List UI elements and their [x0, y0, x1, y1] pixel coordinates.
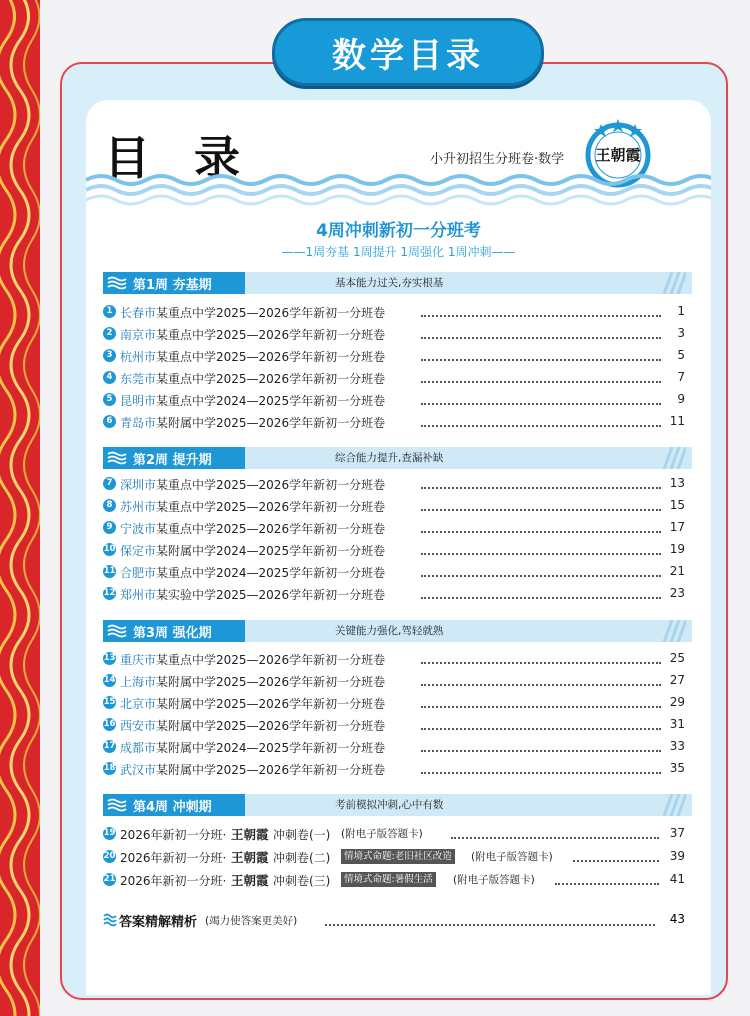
- stripes-decoration: [662, 620, 686, 642]
- leader-dots: [421, 563, 661, 577]
- entry-page: 37: [669, 826, 685, 840]
- entry-page: 15: [669, 498, 685, 512]
- entry-title: 某附属中学2025—2026学年新初一分班卷: [156, 697, 386, 711]
- entry-suffix: 冲刺卷(二): [273, 851, 331, 865]
- toc-entry-20[interactable]: [103, 847, 692, 867]
- answers-label: 答案精解精析: [119, 915, 198, 930]
- entry-number-badge: 15: [103, 697, 116, 707]
- entry-number-badge: 10: [103, 544, 116, 554]
- entry-number-badge: 21: [103, 874, 116, 884]
- week-desc: 关键能力强化,驾轻就熟: [335, 625, 444, 637]
- entry-title: 某附属中学2024—2025学年新初一分班卷: [156, 741, 386, 755]
- waves-icon: [107, 624, 127, 638]
- leader-dots: [421, 650, 661, 664]
- intro-heading: 4周冲刺新初一分班考: [316, 221, 481, 241]
- toc-entry-9[interactable]: [103, 518, 692, 538]
- week-desc: 综合能力提升,查漏补缺: [335, 452, 444, 464]
- entry-title: 某重点中学2024—2025学年新初一分班卷: [156, 394, 386, 408]
- entry-number-badge: 3: [103, 349, 116, 362]
- week-header-3: [103, 620, 692, 642]
- entry-title: 某附属中学2025—2026学年新初一分班卷: [156, 719, 386, 733]
- scenario-tag: 情境式命题:暑假生活: [341, 872, 436, 887]
- entry-page: 31: [669, 717, 685, 731]
- decorative-waves: [86, 170, 711, 206]
- entry-number-badge: 6: [103, 415, 116, 428]
- entry-note: (附电子版答题卡): [453, 874, 535, 886]
- entry-page: 27: [669, 673, 685, 687]
- leader-dots: [421, 391, 661, 405]
- entry-suffix: 冲刺卷(一): [273, 828, 331, 842]
- entry-title: 某重点中学2025—2026学年新初一分班卷: [156, 500, 386, 514]
- toc-entry-2[interactable]: [103, 324, 692, 344]
- entry-number-badge: 11: [103, 566, 116, 576]
- toc-entry-6[interactable]: [103, 412, 692, 432]
- entry-prefix: 2026年新初一分班·: [120, 874, 227, 888]
- entry-title: 某附属中学2025—2026学年新初一分班卷: [156, 675, 386, 689]
- toc-entry-7[interactable]: [103, 474, 692, 494]
- entry-city: 武汉市: [120, 763, 157, 777]
- leader-dots: [421, 760, 661, 774]
- entry-city: 南京市: [120, 328, 157, 342]
- entry-city: 苏州市: [120, 500, 157, 514]
- entry-city: 合肥市: [120, 566, 157, 580]
- week-header-4: [103, 794, 692, 816]
- decorative-ribbon: [0, 0, 40, 1016]
- entry-prefix: 2026年新初一分班·: [120, 851, 227, 865]
- series-subtitle: 小升初招生分班卷·数学: [430, 152, 565, 167]
- toc-entry-19[interactable]: [103, 824, 692, 844]
- toc-entry-17[interactable]: [103, 737, 692, 757]
- entry-page: 29: [669, 695, 685, 709]
- stripes-decoration: [662, 794, 686, 816]
- entry-city: 昆明市: [120, 394, 157, 408]
- entry-number-badge: 7: [103, 477, 116, 490]
- entry-note: (附电子版答题卡): [471, 851, 553, 863]
- entry-page: 25: [669, 651, 685, 665]
- entry-number-badge: 1: [103, 305, 116, 318]
- entry-page: 39: [669, 849, 685, 863]
- toc-entry-10[interactable]: [103, 540, 692, 560]
- entry-page: 7: [677, 370, 685, 384]
- entry-page: 5: [677, 348, 685, 362]
- entry-number-badge: 17: [103, 741, 116, 751]
- toc-entry-16[interactable]: [103, 715, 692, 735]
- leader-dots: [421, 585, 661, 599]
- week-label: 第4周 冲刺期: [133, 799, 212, 815]
- entry-title: 某重点中学2025—2026学年新初一分班卷: [156, 653, 386, 667]
- week-badge: [103, 794, 245, 816]
- entry-title: 某重点中学2025—2026学年新初一分班卷: [156, 522, 386, 536]
- entry-brand: 王朝霞: [231, 850, 269, 865]
- leader-dots: [555, 871, 659, 885]
- entry-number-badge: 18: [103, 763, 116, 773]
- intro-tagline: ——1周夯基 1周提升 1周强化 1周冲刺——: [281, 245, 516, 259]
- entry-number-badge: 12: [103, 588, 116, 598]
- leader-dots: [421, 413, 661, 427]
- toc-entry-15[interactable]: [103, 693, 692, 713]
- entry-number-badge: 20: [103, 851, 116, 861]
- leader-dots: [421, 738, 661, 752]
- entry-number-badge: 13: [103, 653, 116, 663]
- entry-title: 某附属中学2025—2026学年新初一分班卷: [156, 416, 386, 430]
- entry-city: 西安市: [120, 719, 157, 733]
- week-badge: [103, 620, 245, 642]
- entry-number-badge: 16: [103, 719, 116, 729]
- leader-dots: [421, 475, 661, 489]
- week-header-1: [103, 272, 692, 294]
- entry-page: 33: [669, 739, 685, 753]
- entry-brand: 王朝霞: [231, 873, 269, 888]
- scenario-tag: 情境式命题:老旧社区改造: [341, 849, 455, 864]
- stripes-decoration: [662, 447, 686, 469]
- week-header-2: [103, 447, 692, 469]
- page-title: 目 录: [104, 131, 255, 185]
- header-banner: [272, 18, 544, 86]
- header-title: 数学目录: [332, 35, 484, 76]
- entry-page: 23: [669, 586, 685, 600]
- leader-dots: [325, 912, 655, 926]
- waves-icon: [107, 798, 127, 812]
- leader-dots: [421, 497, 661, 511]
- toc-entry-3[interactable]: [103, 346, 692, 366]
- waves-icon: [107, 451, 127, 465]
- entry-title: 某附属中学2024—2025学年新初一分班卷: [156, 544, 386, 558]
- entry-number-badge: 14: [103, 675, 116, 685]
- toc-entry-18[interactable]: [103, 759, 692, 779]
- leader-dots: [421, 369, 661, 383]
- toc-entry-answers[interactable]: [103, 910, 692, 932]
- entry-page: 41: [669, 872, 685, 886]
- entry-number-badge: 4: [103, 371, 116, 384]
- svg-text:王朝霞: 王朝霞: [595, 146, 641, 164]
- entry-title: 某实验中学2025—2026学年新初一分班卷: [156, 588, 386, 602]
- toc-entry-11[interactable]: [103, 562, 692, 582]
- leader-dots: [421, 347, 661, 361]
- answers-page: 43: [669, 912, 685, 926]
- entry-city: 上海市: [120, 675, 157, 689]
- entry-number-badge: 2: [103, 327, 116, 340]
- entry-city: 成都市: [120, 741, 157, 755]
- entry-title: 某重点中学2025—2026学年新初一分班卷: [156, 306, 386, 320]
- week-label: 第2周 提升期: [133, 452, 212, 468]
- entry-title: 某重点中学2024—2025学年新初一分班卷: [156, 566, 386, 580]
- answers-note: (竭力使答案更美好): [205, 915, 298, 927]
- toc-entry-13[interactable]: [103, 649, 692, 669]
- entry-city: 保定市: [120, 544, 157, 558]
- entry-city: 东莞市: [120, 372, 157, 386]
- week-badge: [103, 272, 245, 294]
- entry-city: 郑州市: [120, 588, 157, 602]
- entry-city: 深圳市: [120, 478, 157, 492]
- entry-number-badge: 9: [103, 521, 116, 534]
- entry-city: 杭州市: [120, 350, 157, 364]
- entry-page: 35: [669, 761, 685, 775]
- entry-number-badge: 19: [103, 828, 116, 838]
- toc-entry-4[interactable]: [103, 368, 692, 388]
- leader-dots: [451, 825, 659, 839]
- entry-page: 3: [677, 326, 685, 340]
- week-label: 第1周 夯基期: [133, 277, 212, 293]
- week-desc: 考前模拟冲刺,心中有数: [335, 799, 444, 811]
- leader-dots: [421, 541, 661, 555]
- leader-dots: [421, 694, 661, 708]
- stripes-decoration: [662, 272, 686, 294]
- toc-entry-1[interactable]: [103, 302, 692, 322]
- week-desc: 基本能力过关,夯实根基: [335, 277, 444, 289]
- entry-page: 11: [669, 414, 685, 428]
- entry-page: 17: [669, 520, 685, 534]
- entry-page: 9: [677, 392, 685, 406]
- entry-title: 某重点中学2025—2026学年新初一分班卷: [156, 372, 386, 386]
- entry-city: 重庆市: [120, 653, 157, 667]
- waves-icon: [103, 913, 117, 927]
- entry-title: 某重点中学2025—2026学年新初一分班卷: [156, 328, 386, 342]
- week-badge: [103, 447, 245, 469]
- leader-dots: [421, 303, 661, 317]
- toc-entry-14[interactable]: [103, 671, 692, 691]
- entry-brand: 王朝霞: [231, 827, 269, 842]
- leader-dots: [421, 672, 661, 686]
- toc-entry-8[interactable]: [103, 496, 692, 516]
- entry-title: 某重点中学2025—2026学年新初一分班卷: [156, 350, 386, 364]
- toc-entry-12[interactable]: [103, 584, 692, 604]
- entry-city: 青岛市: [120, 416, 157, 430]
- waves-icon: [107, 276, 127, 290]
- entry-city: 北京市: [120, 697, 157, 711]
- entry-title: 某重点中学2025—2026学年新初一分班卷: [156, 478, 386, 492]
- entry-note: (附电子版答题卡): [341, 828, 423, 840]
- entry-prefix: 2026年新初一分班·: [120, 828, 227, 842]
- leader-dots: [421, 716, 661, 730]
- week-label: 第3周 强化期: [133, 625, 212, 641]
- entry-title: 某附属中学2025—2026学年新初一分班卷: [156, 763, 386, 777]
- entry-city: 宁波市: [120, 522, 157, 536]
- entry-city: 长春市: [120, 306, 157, 320]
- entry-number-badge: 5: [103, 393, 116, 406]
- leader-dots: [573, 848, 659, 862]
- entry-page: 21: [669, 564, 685, 578]
- entry-suffix: 冲刺卷(三): [273, 874, 331, 888]
- leader-dots: [421, 325, 661, 339]
- entry-number-badge: 8: [103, 499, 116, 512]
- entry-page: 1: [677, 304, 685, 318]
- toc-entry-5[interactable]: [103, 390, 692, 410]
- leader-dots: [421, 519, 661, 533]
- entry-page: 19: [669, 542, 685, 556]
- entry-page: 13: [669, 476, 685, 490]
- toc-entry-21[interactable]: [103, 870, 692, 890]
